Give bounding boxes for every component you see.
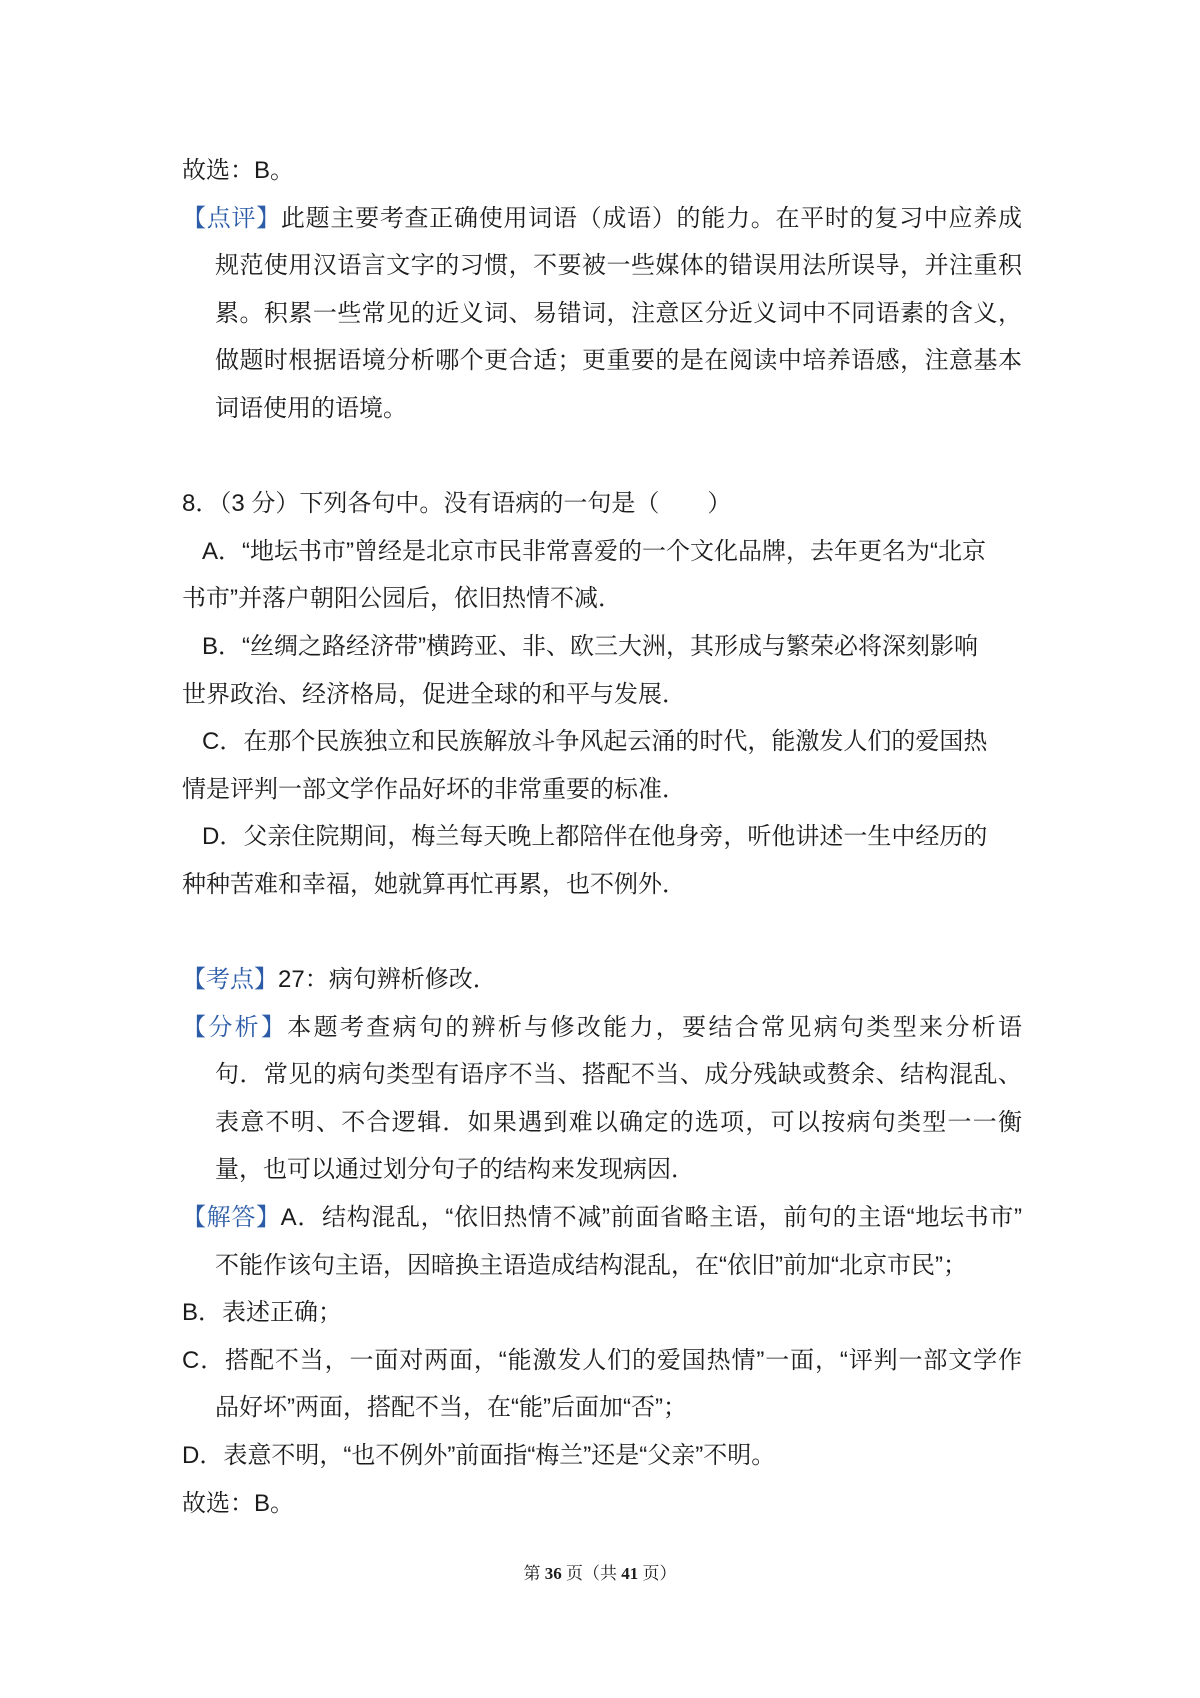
footer-page-number: 36	[544, 1564, 562, 1583]
spacer	[182, 433, 1022, 481]
footer-total-pages: 41	[621, 1564, 639, 1583]
analysis-line-2: 句．常见的病句类型有语序不当、搭配不当、成分残缺或赘余、结构混乱、	[215, 1061, 1022, 1089]
review-line-5: 词语使用的语境。	[215, 394, 407, 422]
option-b-line-1	[182, 623, 1022, 671]
answer-item-d: D．表意不明，“也不例外”前面指“梅兰”还是“父亲”不明。	[182, 1442, 776, 1470]
review-line-3: 累。积累一些常见的近义词、易错词，注意区分近义词中不同语素的含义，	[215, 299, 1022, 327]
option-a-label: A．	[202, 537, 243, 565]
answer-item-c-line-1: C．搭配不当，一面对两面，“能激发人们的爱国热情”一面，“评判一部文学作	[182, 1346, 1022, 1374]
option-b-line-2: 世界政治、经济格局，促进全球的和平与发展．	[182, 680, 686, 708]
page-content	[182, 147, 1022, 1527]
question-stem: 8．（3 分）下列各句中。没有语病的一句是（ ）	[182, 490, 732, 518]
previous-conclusion: 故选：B。	[182, 157, 295, 184]
answer-line-2: 不能作该句主语，因暗换主语造成结构混乱，在“依旧”前加“北京市民”；	[215, 1251, 967, 1279]
option-d-text: 父亲住院期间，梅兰每天晚上都陪伴在他身旁，听他讲述一生中经历的	[243, 823, 988, 851]
analysis-line-1	[182, 1004, 1022, 1052]
answer-label: 【解答】	[182, 1204, 281, 1232]
answer-line-1	[182, 1194, 1022, 1242]
analysis-line-3: 表意不明、不合逻辑．如果遇到难以确定的选项，可以按病句类型一一衡	[215, 1108, 1022, 1136]
analysis-line-4: 量，也可以通过划分句子的结构来发现病因．	[215, 1156, 695, 1184]
option-c-line-2: 情是评判一部文学作品好坏的非常重要的标准．	[182, 775, 686, 803]
spacer	[182, 909, 1022, 957]
review-line-1	[182, 195, 1022, 243]
key-point-text: 27：病句辨析修改．	[278, 966, 497, 994]
option-c-label: C．	[202, 728, 244, 756]
footer-page-suffix: 页）	[642, 1564, 677, 1583]
footer-page-mid: 页（共	[566, 1564, 617, 1583]
option-a-line-1	[182, 528, 1022, 576]
key-point-line	[182, 956, 1022, 1004]
page-footer	[0, 1562, 1200, 1586]
option-b-text: “丝绸之路经济带”横跨亚、非、欧三大洲，其形成与繁荣必将深刻影响	[242, 632, 978, 660]
option-d-line-1	[182, 813, 1022, 861]
final-conclusion: 故选：B。	[182, 1489, 295, 1517]
answer-item-b: B．表述正确；	[182, 1299, 343, 1327]
option-a-text: “地坛书市”曾经是北京市民非常喜爱的一个文化品牌，去年更名为“北京	[242, 537, 986, 565]
option-d-label: D．	[202, 823, 244, 851]
option-a-line-2: 书市”并落户朝阳公园后，依旧热情不减．	[182, 585, 622, 613]
option-c-text: 在那个民族独立和民族解放斗争风起云涌的时代，能激发人们的爱国热	[243, 728, 988, 756]
key-point-label: 【考点】	[182, 966, 278, 994]
review-text: 此题主要考查正确使用词语（成语）的能力。在平时的复习中应养成	[280, 204, 1023, 232]
option-c-line-1	[182, 718, 1022, 766]
answer-text: A．结构混乱，“依旧热情不减”前面省略主语，前句的主语“地坛书市”	[280, 1204, 1022, 1232]
footer-page-prefix: 第	[523, 1564, 541, 1583]
analysis-label: 【分析】	[182, 1013, 288, 1041]
answer-item-c-line-2: 品好坏”两面，搭配不当，在“能”后面加“否”；	[215, 1394, 687, 1422]
review-line-4: 做题时根据语境分析哪个更合适；更重要的是在阅读中培养语感，注意基本	[215, 347, 1022, 375]
option-d-line-2: 种种苦难和幸福，她就算再忙再累，也不例外．	[182, 870, 686, 898]
analysis-text: 本题考查病句的辨析与修改能力，要结合常见病句类型来分析语	[287, 1013, 1023, 1041]
option-b-label: B．	[202, 632, 243, 660]
review-label: 【点评】	[182, 204, 281, 232]
review-line-2: 规范使用汉语言文字的习惯，不要被一些媒体的错误用法所误导，并注重积	[215, 252, 1022, 280]
